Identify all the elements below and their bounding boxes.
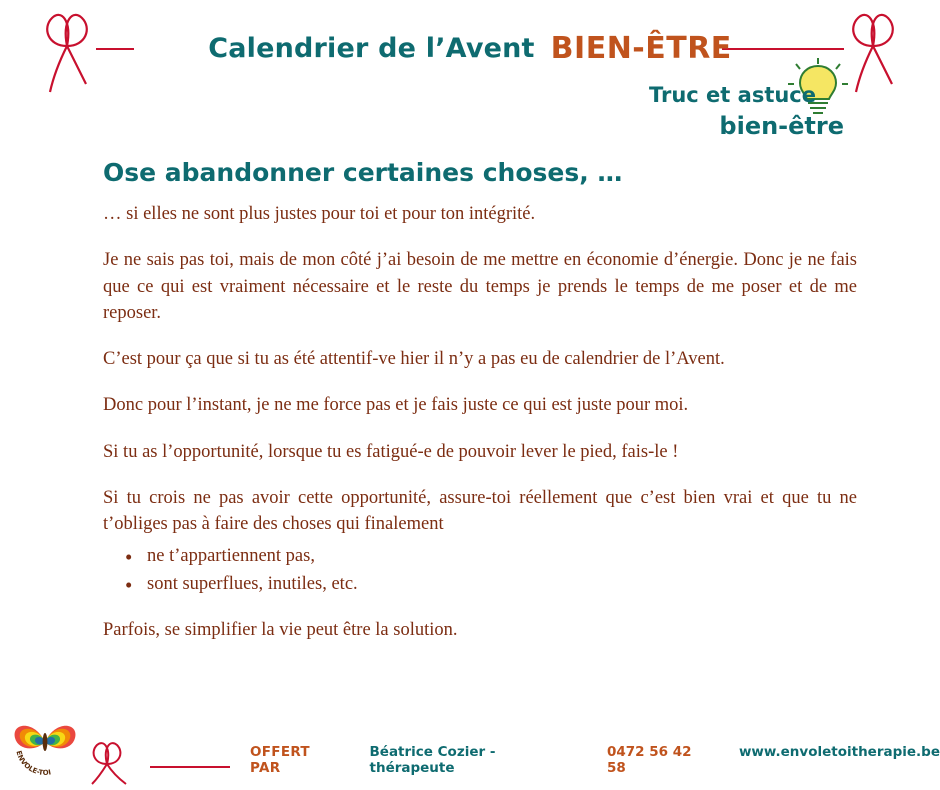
document-content [103,158,857,663]
header-subtitle-block [649,84,844,139]
document-footer [0,702,940,788]
paragraph-3: C’est pour ça que si tu as été attentif-ve hier il n’y a pas eu de calendrier de l’Avent. [103,349,725,370]
paragraph-2: Je ne sais pas toi, mais de mon côté j’ai besoin de me mettre en économie d’énergie. Donc je ne fais que ce qui est vraiment nécessaire et le reste du temps je prends le temps de me poser et de me reposer. [103,250,857,323]
butterfly-logo-text: ENVOLE-TOI [14,749,52,776]
bullet-list [103,543,857,599]
footer-rule [150,766,230,768]
butterfly-logo-icon [8,702,82,776]
paragraph-closing: Parfois, se simplifier la vie peut être la solution. [103,619,458,640]
page-title-accent: BIEN-ÊTRE [550,30,732,66]
paragraph-6: Si tu crois ne pas avoir cette opportunité, assure-toi réellement que c’est bien vrai et que tu ne t’obliges pas à faire des choses qui finalement [103,487,857,535]
paragraph-5: Si tu as l’opportunité, lorsque tu es fatigué-e de pouvoir lever le pied, fais-le ! [103,441,679,462]
list-item: • sont superflues, inutiles, etc. [125,571,857,599]
footer-website-link[interactable]: www.envoletoitherapie.be [738,744,940,760]
ribbon-knot-icon [78,734,136,790]
header-subtitle-line1: Truc et astuce [648,83,816,107]
footer-author-name: Béatrice Cozier - thérapeute [369,744,496,776]
svg-text:ENVOLE-TOI [14,750,51,776]
footer-offert-label: OFFERT PAR [250,744,310,776]
footer-phone: 0472 56 42 58 [607,744,692,776]
paragraph-1: … si elles ne sont plus justes pour toi et pour ton intégrité. [103,204,536,224]
content-heading: Ose abandonner certaines choses, … [103,158,623,187]
paragraph-4: Donc pour l’instant, je ne me force pas et je fais juste ce qui est juste pour moi. [103,395,689,416]
list-item: • ne t’appartiennent pas, [125,543,857,571]
document-header [0,0,940,150]
page-title: Calendrier de l’Avent [208,32,535,64]
header-subtitle-line2: bien-être [719,111,844,140]
footer-credits [250,744,940,776]
